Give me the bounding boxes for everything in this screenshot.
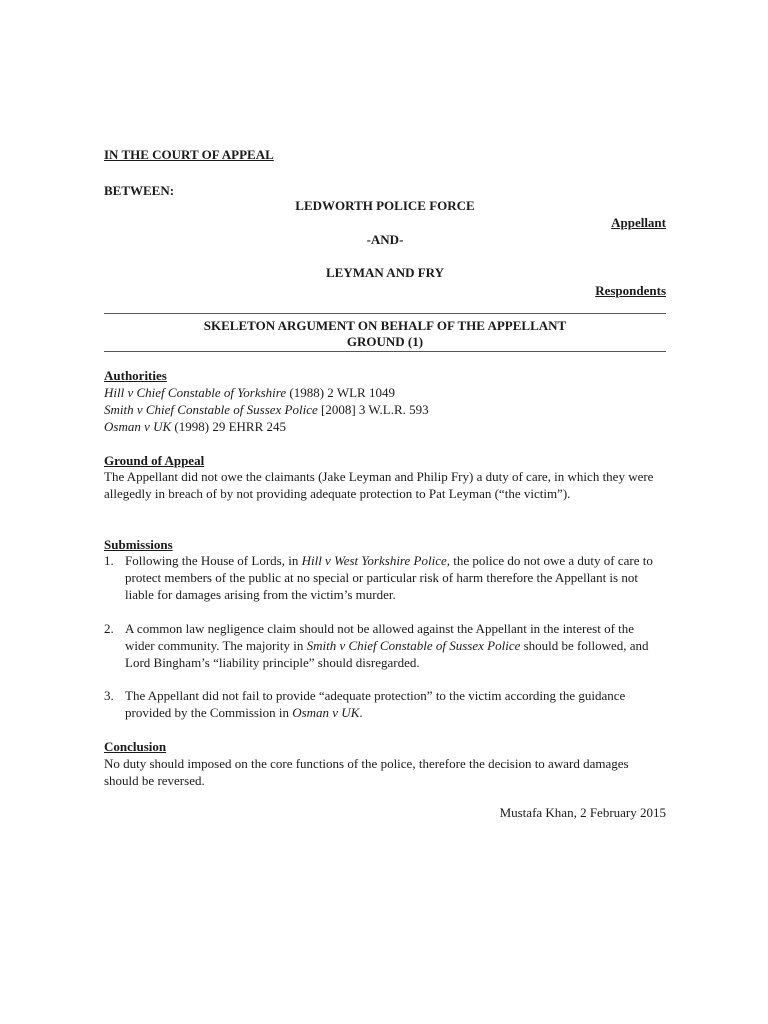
between-label: BETWEEN: bbox=[104, 183, 175, 198]
conclusion-text: No duty should imposed on the core functions of the police, therefore the decision to award damages should be reversed. bbox=[104, 756, 629, 788]
title-top-rule bbox=[104, 313, 666, 314]
respondent-party: LEYMAN AND FRY bbox=[326, 265, 444, 280]
authority-item bbox=[104, 401, 429, 418]
case-name: Osman v UK bbox=[292, 705, 360, 720]
appellant-role: Appellant bbox=[611, 215, 666, 230]
court-heading: IN THE COURT OF APPEAL bbox=[104, 147, 274, 162]
ground-heading: Ground of Appeal bbox=[104, 453, 205, 468]
authority-item bbox=[104, 418, 429, 435]
ground-number: GROUND (1) bbox=[346, 334, 424, 349]
submission-text: A common law negligence claim should not be allowed against the Appellant in the interest of the wider community. The majority in Smith v Chief Constable of Sussex Police should be followed, and Lord Bingham’s “liability principle” should disregarded. bbox=[125, 621, 649, 670]
submission-text: Following the House of Lords, in Hill v West Yorkshire Police, the police do not owe a duty of care to protect members of the public at no special or particular risk of harm therefore the Appellant is not liable for damages arising from the victim’s murder. bbox=[125, 553, 653, 602]
submission-number: 3. bbox=[104, 688, 114, 703]
document-title: SKELETON ARGUMENT ON BEHALF OF THE APPELLANT bbox=[203, 318, 567, 333]
case-name: Hill v Chief Constable of Yorkshire bbox=[104, 385, 287, 400]
conclusion-heading: Conclusion bbox=[104, 739, 167, 754]
authorities-heading: Authorities bbox=[104, 368, 167, 383]
submission-item bbox=[104, 552, 666, 603]
ground-text: The Appellant did not owe the claimants (Jake Leyman and Philip Fry) a duty of care, in which they were allegedly in breach of by not providing adequate protection to Pat Leyman (“the victim”). bbox=[104, 469, 654, 501]
case-citation: (1998) 29 EHRR 245 bbox=[171, 419, 287, 434]
document-page bbox=[104, 0, 666, 1024]
case-citation: [2008] 3 W.L.R. 593 bbox=[317, 402, 429, 417]
respondent-role: Respondents bbox=[595, 283, 666, 298]
case-name: Smith v Chief Constable of Sussex Police bbox=[306, 638, 521, 653]
submissions-heading: Submissions bbox=[104, 537, 173, 552]
authority-item bbox=[104, 384, 429, 401]
case-citation: (1988) 2 WLR 1049 bbox=[286, 385, 395, 400]
title-bottom-rule bbox=[104, 351, 666, 352]
submission-number: 1. bbox=[104, 553, 114, 568]
submission-number: 2. bbox=[104, 621, 114, 636]
and-separator: -AND- bbox=[366, 232, 404, 247]
submission-item bbox=[104, 620, 666, 671]
case-name: Smith v Chief Constable of Sussex Police bbox=[104, 402, 318, 417]
signature: Mustafa Khan, 2 February 2015 bbox=[499, 805, 666, 820]
submission-text: The Appellant did not fail to provide “adequate protection” to the victim according the guidance provided by the Commission in Osman v UK. bbox=[125, 688, 626, 720]
submission-item bbox=[104, 687, 666, 721]
case-name: Osman v UK bbox=[104, 419, 172, 434]
case-name: Hill v West Yorkshire Police, bbox=[301, 553, 450, 568]
authorities-list bbox=[104, 384, 429, 435]
appellant-party: LEDWORTH POLICE FORCE bbox=[295, 198, 475, 213]
